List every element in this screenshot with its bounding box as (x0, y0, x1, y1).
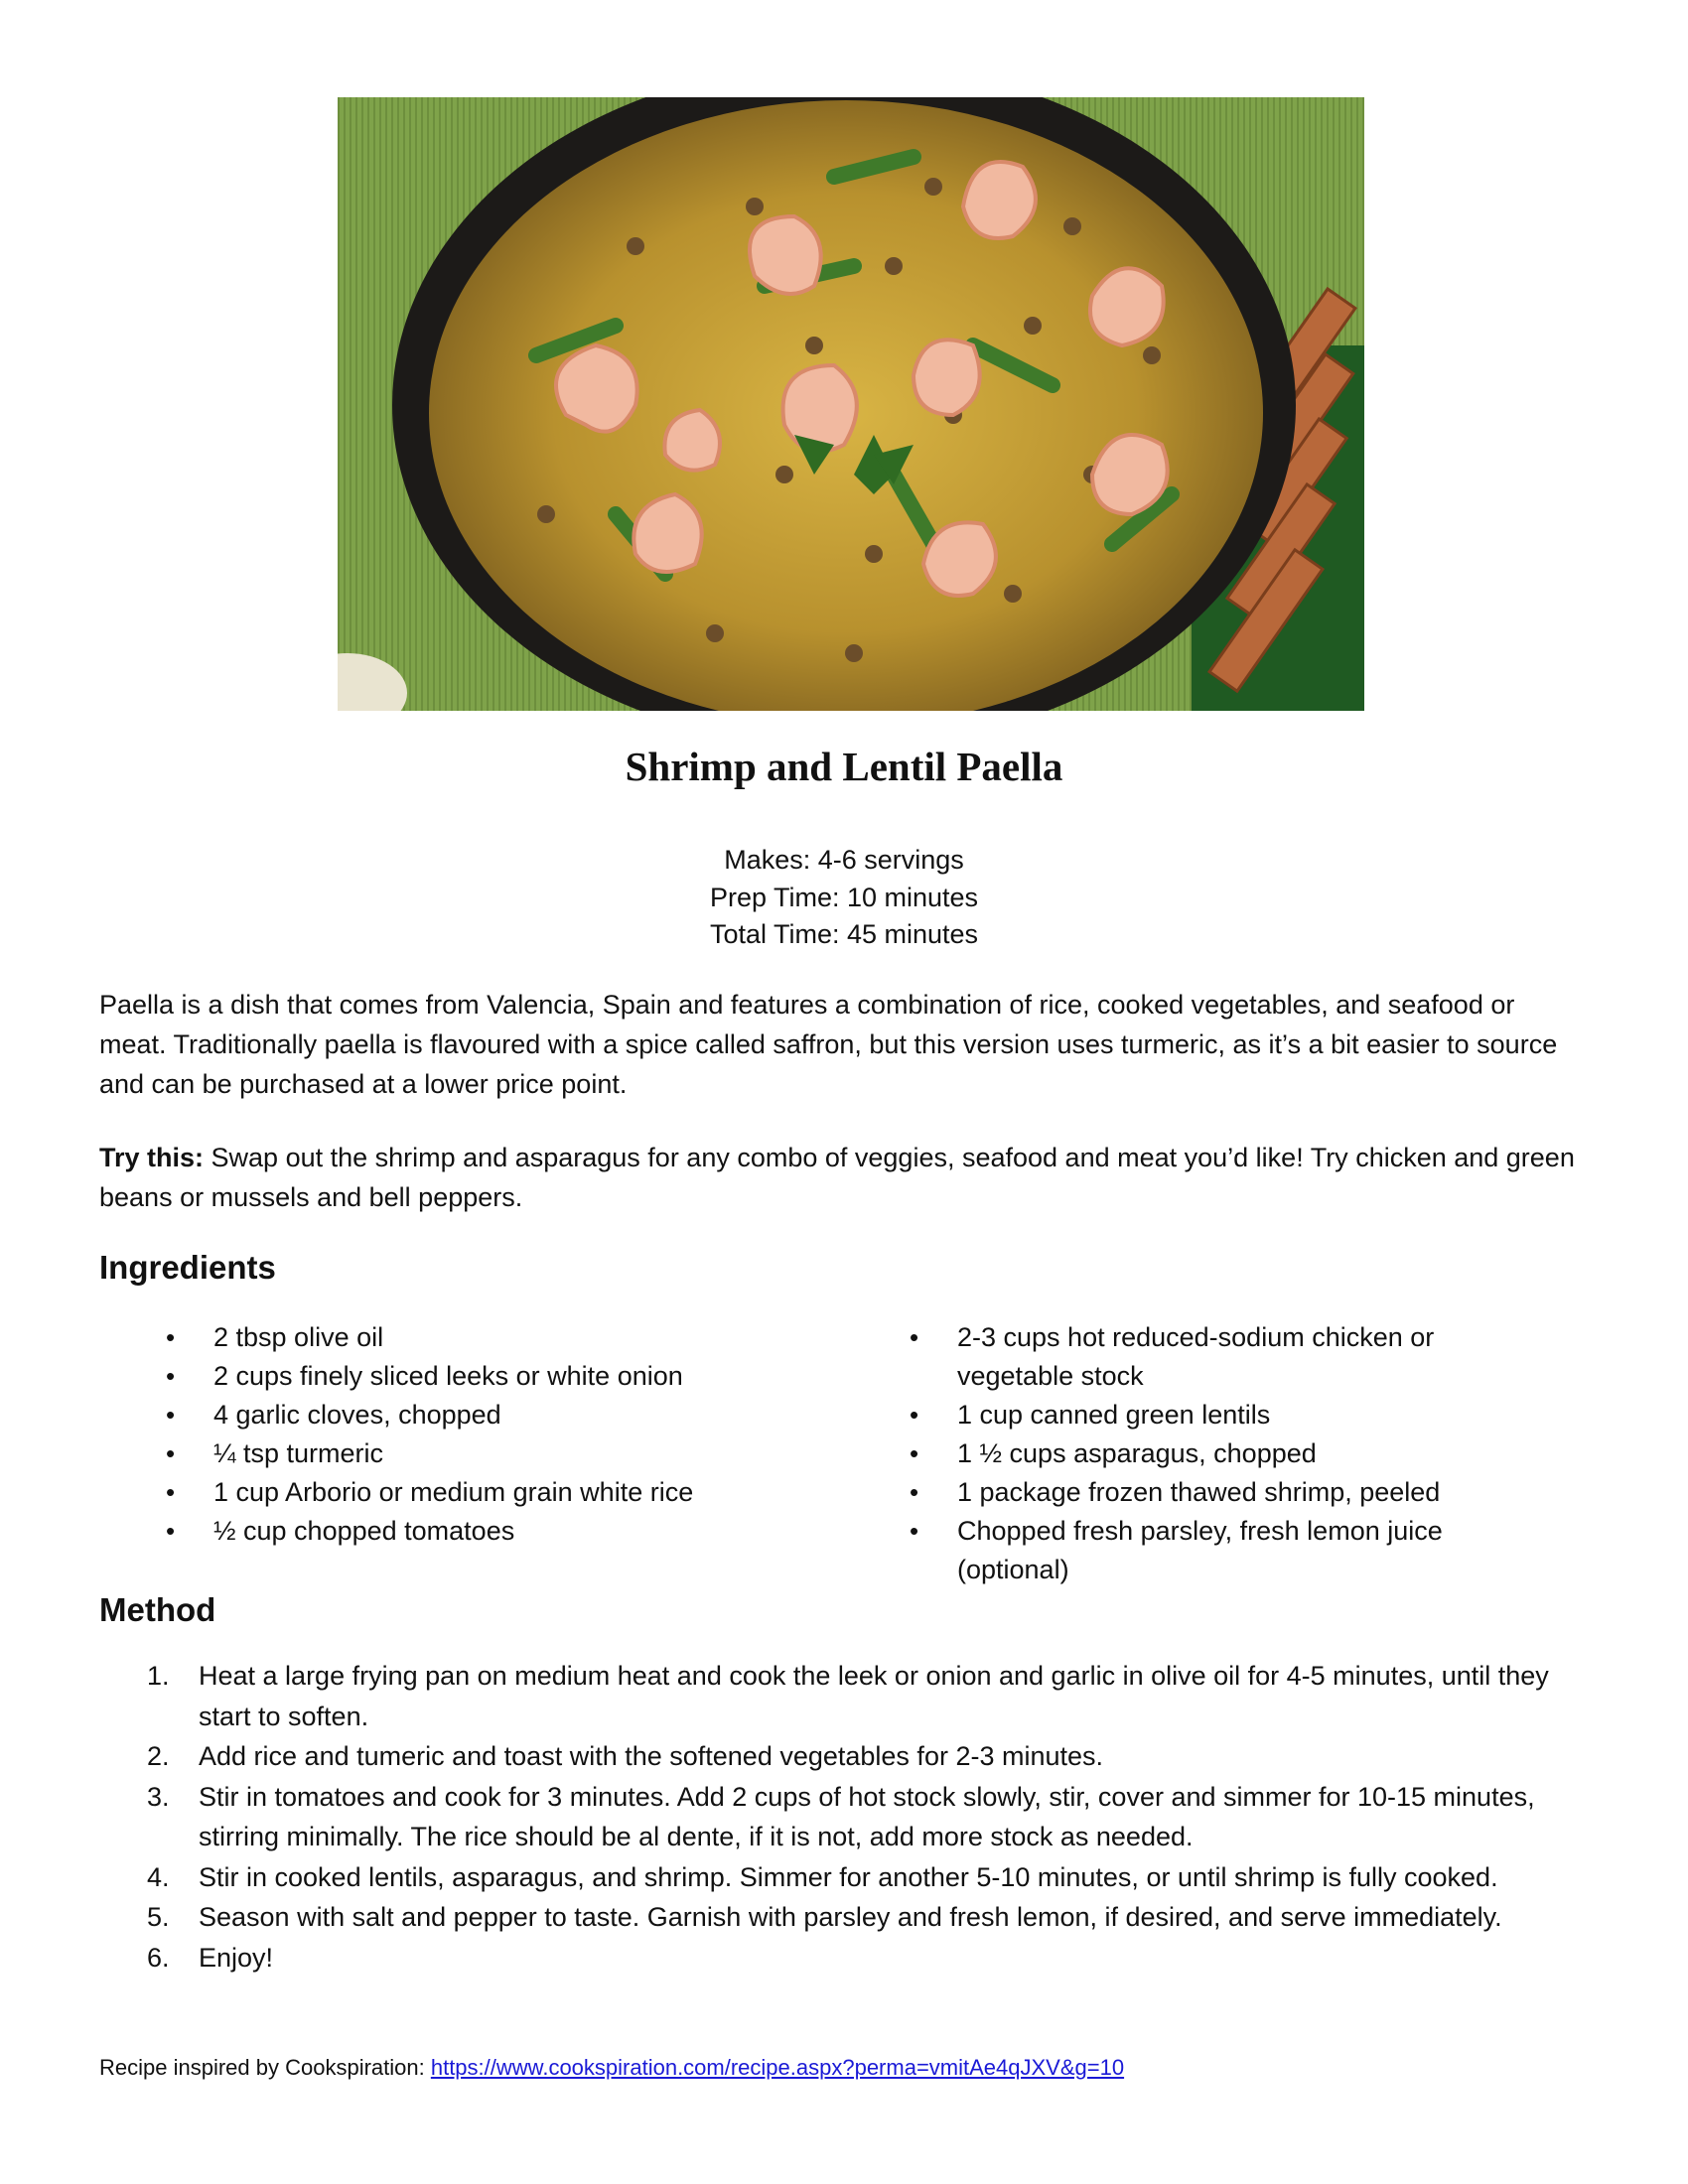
tip-label: Try this: (99, 1143, 205, 1172)
bullet-icon: • (910, 1400, 919, 1430)
ingredient-text: 1 cup canned green lentils (957, 1400, 1271, 1430)
method-step (147, 1736, 1589, 1777)
tip-paragraph (99, 1138, 1589, 1217)
ingredient-text: 1 ½ cups asparagus, chopped (957, 1438, 1317, 1468)
tip-text: Swap out the shrimp and asparagus for any combo of veggies, seafood and meat you’d like! Try chicken and green beans or mussels and bell peppers. (99, 1143, 1575, 1212)
recipe-photo (338, 97, 1364, 711)
step-text: Stir in tomatoes and cook for 3 minutes. Add 2 cups of hot stock slowly, stir, cover and simmer for 10-15 minutes, stirring minimally. The rice should be al dente, if it is not, add more stock as needed. (199, 1781, 1535, 1851)
source-link[interactable]: https://www.cookspiration.com/recipe.aspx?perma=vmitAe4qJXV&g=10 (430, 2055, 1125, 2080)
ingredients-list-right (910, 1318, 1513, 1589)
step-number: 5. (147, 1902, 170, 1932)
ingredient-text: 1 cup Arborio or medium grain white rice (213, 1477, 694, 1507)
bullet-icon: • (166, 1438, 176, 1468)
ingredient-item (910, 1434, 1513, 1473)
method-heading: Method (99, 1591, 216, 1628)
recipe-meta (0, 842, 1688, 954)
ingredient-item (166, 1512, 859, 1551)
ingredient-item (166, 1357, 859, 1396)
step-text: Add rice and tumeric and toast with the softened vegetables for 2-3 minutes. (199, 1741, 1104, 1771)
ingredient-text: 1 package frozen thawed shrimp, peeled (957, 1477, 1441, 1507)
ingredient-text: Chopped fresh parsley, fresh lemon juice (optional) (957, 1516, 1443, 1584)
bullet-icon: • (166, 1400, 176, 1430)
total-time: Total Time: 45 minutes (709, 919, 979, 949)
step-text: Season with salt and pepper to taste. Garnish with parsley and fresh lemon, if desired, and serve immediately. (199, 1902, 1502, 1932)
ingredient-text: 2 tbsp olive oil (213, 1322, 384, 1352)
ingredient-item (166, 1434, 859, 1473)
ingredient-item (910, 1396, 1513, 1434)
step-number: 3. (147, 1781, 170, 1812)
step-number: 6. (147, 1942, 170, 1973)
ingredient-text: 2-3 cups hot reduced-sodium chicken or vegetable stock (957, 1322, 1435, 1391)
step-number: 1. (147, 1661, 170, 1691)
recipe-title: Shrimp and Lentil Paella (625, 744, 1063, 789)
ingredient-item (910, 1512, 1513, 1589)
step-text: Enjoy! (199, 1942, 274, 1973)
method-step (147, 1656, 1589, 1736)
bullet-icon: • (910, 1516, 919, 1546)
ingredients-list-left (166, 1318, 859, 1551)
bullet-icon: • (910, 1477, 919, 1507)
ingredient-item (166, 1473, 859, 1512)
step-number: 2. (147, 1741, 170, 1771)
footer-label: Recipe inspired by Cookspiration: (99, 2055, 431, 2080)
ingredient-item (910, 1473, 1513, 1512)
bullet-icon: • (166, 1516, 176, 1546)
ingredient-text: 4 garlic cloves, chopped (213, 1400, 501, 1430)
ingredient-item (166, 1396, 859, 1434)
method-step (147, 1897, 1589, 1938)
ingredient-text: 2 cups finely sliced leeks or white onion (213, 1361, 683, 1391)
ingredient-item (910, 1318, 1513, 1396)
bullet-icon: • (910, 1322, 919, 1352)
method-step (147, 1857, 1589, 1898)
bullet-icon: • (910, 1438, 919, 1468)
step-text: Stir in cooked lentils, asparagus, and shrimp. Simmer for another 5-10 minutes, or until shrimp is fully cooked. (199, 1861, 1498, 1892)
ingredient-text: ½ cup chopped tomatoes (213, 1516, 515, 1546)
step-number: 4. (147, 1861, 170, 1892)
bullet-icon: • (166, 1477, 176, 1507)
method-list (147, 1656, 1589, 1978)
method-step (147, 1777, 1589, 1857)
footer-credit (99, 2053, 1124, 2083)
bullet-icon: • (166, 1322, 176, 1352)
method-step (147, 1938, 1589, 1979)
step-text: Heat a large frying pan on medium heat and cook the leek or onion and garlic in olive oil for 4-5 minutes, until they start to soften. (199, 1661, 1549, 1731)
bullet-icon: • (166, 1361, 176, 1391)
ingredient-text: ¼ tsp turmeric (213, 1438, 384, 1468)
paella-pan-photo-icon (338, 97, 1364, 711)
intro-paragraph: Paella is a dish that comes from Valencia, Spain and features a combination of rice, cooked vegetables, and seafood or meat. Traditionally paella is flavoured with a spice called saffron, but this version uses turmeric, as it’s a bit easier to source and can be purchased at a lower price point. (99, 990, 1558, 1099)
servings: Makes: 4-6 servings (724, 845, 964, 875)
prep-time: Prep Time: 10 minutes (709, 882, 979, 912)
ingredient-item (166, 1318, 859, 1357)
ingredients-heading: Ingredients (99, 1249, 276, 1286)
